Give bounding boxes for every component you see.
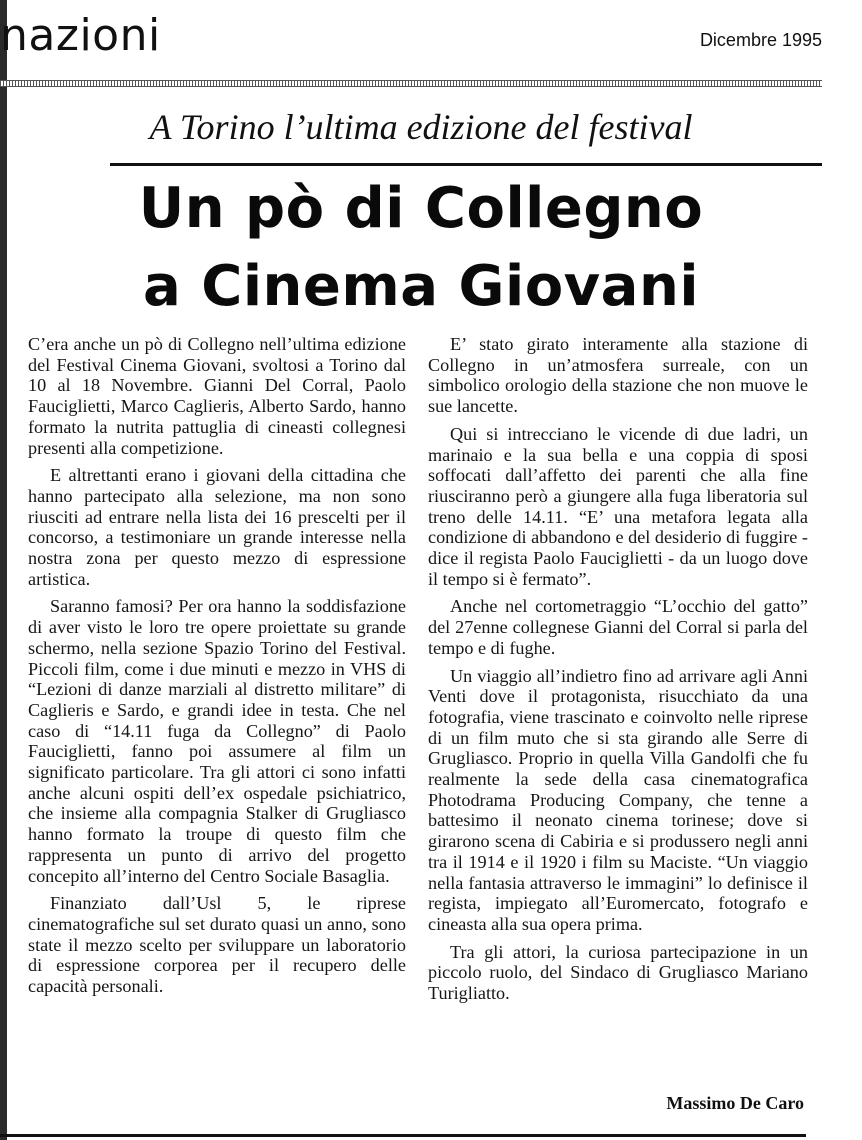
paragraph: Tra gli attori, la curiosa partecipazione in un piccolo ruolo, del Sindaco di Grugliasco Mariano Turigliatto. — [428, 941, 808, 1004]
article-headline — [60, 170, 782, 326]
paragraph: Anche nel cortometraggio “L’occhio del gatto” del 27enne collegnese Gianni del Corral si parla del tempo e di fughe. — [428, 596, 808, 658]
paragraph: E’ stato girato interamente alla stazione di Collegno in un’atmosfera surreale, con un simbolico orologio della stazione che non muove le sue lancette. — [428, 334, 808, 417]
paragraph: E altrettanti erano i giovani della cittadina che hanno partecipato alla selezione, ma non sono riusciti ad entrare nella lista dei 16 prescelti per il concorso, a testimoniare un grande interesse nella nostra zona per questo mezzo di espressione artistica. — [28, 465, 406, 589]
page-edge-shadow — [0, 0, 7, 1140]
author-byline: Massimo De Caro — [666, 1093, 804, 1113]
header-divider — [0, 80, 822, 87]
article-kicker: A Torino l’ultima edizione del festival — [149, 107, 693, 147]
paragraph: Un viaggio all’indietro fino ad arrivare agli Anni Venti dove il protagonista, risucchiato da una fotografia, viene trascinato e coinvolto nelle riprese di un film muto che si sta girando alle Serre di Grugliasco. Proprio in quella Villa Gandolfi che fu realmente la sede della casa cinematografica Photodrama Producing Company, che tenne a battesimo il neonato cinema torinese; dove si girarono scena di Cabiria e si produssero negli anni tra il 1914 e il 1920 i film su Maciste. “Un viaggio nella fantasia attraverso le immagini” lo definisce il regista, impiegato all’Euromercato, fotografo e cineasta alla sua opera prima. — [428, 665, 808, 934]
paragraph: Qui si intrecciano le vicende di due ladri, un marinaio e la sua bella e una coppia di sposi soffocati dall’affetto dei parenti che alla fine riusciranno però a giungere alla fuga liberatoria sul treno delle 14.11. “E’ una metafora legata alla condizione di abbandono e del desiderio di fuggire - dice il regista Paolo Fauciglietti - da un luogo dove il tempo si è fermato”. — [428, 423, 808, 589]
footer-divider — [0, 1134, 806, 1137]
article-column-right — [428, 334, 808, 1011]
section-title: nazioni — [0, 10, 161, 61]
headline-line-1: Un pò di Collegno — [138, 176, 704, 241]
kicker-divider — [110, 163, 822, 166]
paragraph: Saranno famosi? Per ora hanno la soddisfazione di aver visto le loro tre opere proiettate su grande schermo, nella sezione Spazio Torino del Festival. Piccoli film, come i due minuti e mezzo in VHS di “Lezioni di danze marziali al distretto militare” di Caglieris e Sardo, e grandi idee in testa. Che nel caso di “14.11 fuga da Collegno” di Paolo Fauciglietti, fanno poi assumere al film un significato particolare. Tra gli attori ci sono infatti anche alcuni ospiti dell’ex ospedale psichiatrico, che insieme alla compagnia Stalker di Grugliasco hanno formato la troupe di questo film che rappresenta un punto di arrivo del progetto concepito all’interno del Centro Sociale Basaglia. — [28, 596, 406, 886]
article-column-left — [28, 334, 406, 1004]
paragraph: Finanziato dall’Usl 5, le riprese cinematografiche sul set durato quasi un anno, sono state il mezzo scelto per sviluppare un laboratorio di espressione corporea per il recupero delle capacità personali. — [28, 893, 406, 997]
issue-date: Dicembre 1995 — [699, 30, 822, 50]
headline-line-2: a Cinema Giovani — [142, 254, 700, 319]
paragraph: C’era anche un pò di Collegno nell’ultima edizione del Festival Cinema Giovani, svoltosi a Torino dal 10 al 18 Novembre. Gianni Del Corral, Paolo Fauciglietti, Marco Caglieris, Alberto Sardo, hanno formato la nutrita pattuglia di cineasti collegnesi presenti alla competizione. — [28, 334, 406, 458]
